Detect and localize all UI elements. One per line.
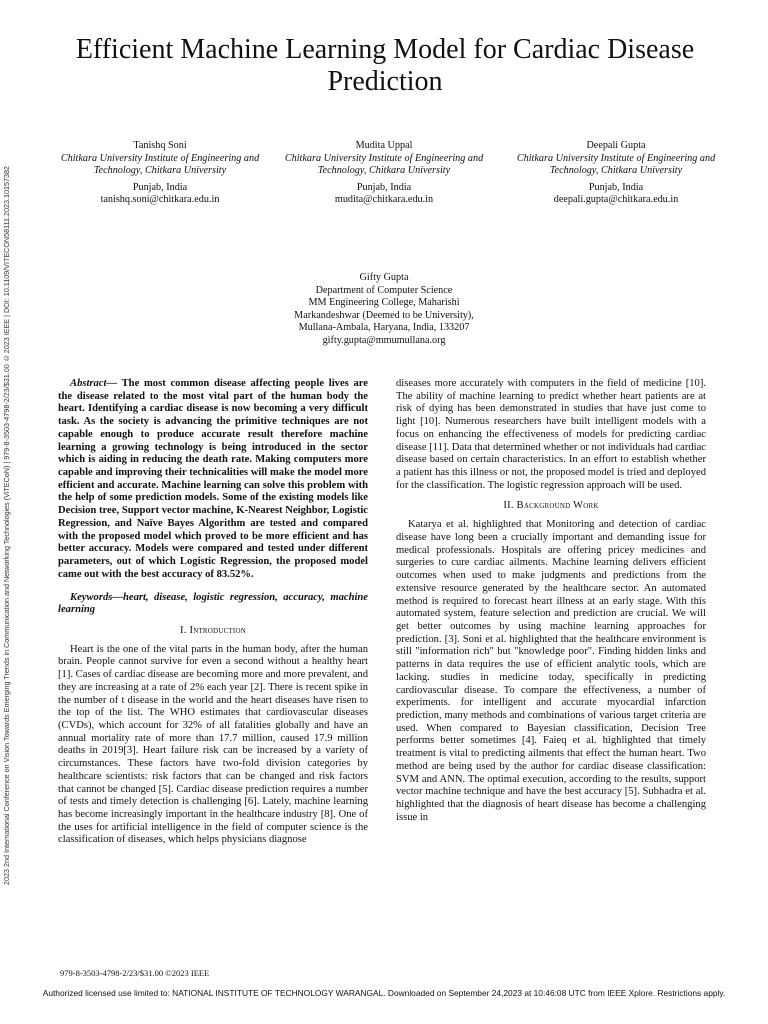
left-column (58, 378, 368, 847)
conference-sidebar: 2023 2nd International Conference on Vision Towards Emerging Trends in Communication and Networking Technologies (ViTECoN) | 979-8-3503-4798-2/23/$31.00 ©2023 IEEE | DOI: 10.1109/VITECON58111.2023.10157382 (2, 165, 11, 885)
author-block-2 (284, 140, 484, 207)
author-block-1 (60, 140, 260, 207)
author-block-3 (516, 140, 716, 207)
copyright-footer: 979-8-3503-4798-2/23/$31.00 ©2023 IEEE (60, 968, 210, 978)
author-name: Tanishq Soni (133, 140, 187, 151)
section-heading-introduction: I. Introduction (180, 624, 246, 636)
paper-title: Efficient Machine Learning Model for Cardiac Disease Prediction (75, 34, 695, 97)
author-email: deepali.gupta@chitkara.edu.in (553, 194, 679, 206)
author-affiliation: Chitkara University Institute of Engineering and Technology, Chitkara University (516, 152, 716, 177)
authorized-use-notice: Authorized licensed use limited to: NATIONAL INSTITUTE OF TECHNOLOGY WARANGAL. Downloaded on September 24,2023 at 10:46:08 UTC from IEEE Xplore. Restrictions apply. (42, 988, 726, 998)
author-name: Gifty Gupta (359, 272, 409, 283)
author-block-4 (284, 272, 484, 348)
right-column-continuation: diseases more accurately with computers in the field of medicine [10]. The ability of machine learning to predict whether heart patients are at risk of dying has been demonstrated in studies that have just come to light [10]. Numerous researchers have built intelligent models with a focus on enhancing the effectiveness of models for predicting cardiac disease [11]. Data that determined whether or not individuals had cardiac disease based on certain characteristics. In an effort to establish whether a patient has this illness or not, the proposed model is tried and deployed for the classification. The logistic regression approach will be used. (396, 378, 706, 491)
author-email: gifty.gupta@mmumullana.org (322, 334, 446, 346)
author-email: mudita@chitkara.edu.in (334, 194, 434, 206)
author-location: Punjab, India (588, 181, 644, 193)
author-location: Punjab, India (132, 181, 188, 193)
author-affiliation: Chitkara University Institute of Engineering and Technology, Chitkara University (60, 152, 260, 177)
author-name: Mudita Uppal (355, 140, 413, 151)
abstract-text: The most common disease affecting people lives are the disease related to the most vital part of the human body the heart. Identifying a cardiac disease is now becoming a very difficult task. As the society is advancing the primitive techniques are not capable enough to produce accurate result therefore machine learning a growing technology is being introduced in the sector which is aiding in reducing the death rate. Making computers more capable and improving their technicalities will make the model more efficient and accurate. Machine learning can solve this problem with the help of some prediction models. Some of the existing models like Decision tree, Support vector machine, K-Nearest Neighbor, Logistic Regression, and Naïve Bayes Algorithm are tested and compared with the proposed model which proved to be more efficient and has better accuracy. Models were compared and tested under different parameters, out of which Logistic Regression, the proposed model came out with the best accuracy of 83.52%. (58, 378, 368, 580)
author-email: tanishq.soni@chitkara.edu.in (100, 194, 220, 206)
background-text: Katarya et al. highlighted that Monitoring and detection of cardiac disease have long been a crucially important and demanding issue for medical professionals. Hospitals are offering pricey medicines and surgeries to cure cardiac ailments. Machine learning delivers efficient outcomes when used to make judgments and predictions from the extensive resource generated by the healthcare sector. An automated method is required to forecast heart illness at an early stage. With this automated system, feature selection and prediction are crucial. We will get better outcomes by using machine learning approaches for prediction. [3]. Soni et al. highlighted that the healthcare environment is still "information rich" but "knowledge poor". Finding hidden links and patterns in data requires the use of efficient analytic tools, which are lacking. studies in medicine today, specifically in predicting cardiovascular disease. To compare the effectiveness, a number of experiments. for intelligent and accurate myocardial infarction prediction, many methods and combinations of various target criteria are used. When compared to Bayesian classification, Decision Tree performs better sometimes [4]. Faieq et al. highlighted that timely treatment is vital to predicting ailments that effect the human heart. Two method are being used by the author for cardiac disease classification: SVM and ANN. The optimal execution, according to the results, support vector machine technique and have the best accuracy [5]. Subhadra et al. highlighted that the diagnosis of heart disease has become a challenging issue in (396, 519, 706, 823)
abstract-label: Abstract— (70, 378, 118, 389)
introduction-text: Heart is the one of the vital parts in the human body, after the human brain. People cannot survive for even a second without a healthy heart [1]. Cases of cardiac disease are becoming more and more prevalent, and they are increasing at a rate of 2% each year [2]. There is recent spike in the number of t disease in the world and the heart diseases have risen to the top of the list. The WHO estimates that cardiovascular diseases (CVDs), which account for 32% of all fatalities globally and have an annual mortality rate of more than 17.7 million, caused 17.9 million deaths in 2019[3]. Heart failure risk can be increased by a variety of circumstances. These factors have two-fold division categories by healthcare scientists: risk factors that can be changed and risk factors that cannot be changed [5]. Cardiac disease prediction requires a number of tests and timely detection is challenging [6]. Lately, machine learning has become increasingly important in the healthcare industry [8]. One of the uses for artificial intelligence in the field of computer science is the classification of diseases, which helps physicians diagnose (58, 643, 368, 846)
author-department: Department of Computer Science (315, 284, 453, 296)
abstract (58, 378, 368, 582)
keywords: Keywords—heart, disease, logistic regression, accuracy, machine learning (58, 591, 368, 616)
author-location: Punjab, India (356, 181, 412, 193)
author-affiliation: Chitkara University Institute of Engineering and Technology, Chitkara University (284, 152, 484, 177)
section-heading-background: II. Background Work (503, 500, 599, 512)
right-column (396, 378, 706, 824)
author-affiliation: MM Engineering College, Maharishi Markandeshwar (Deemed to be University), Mullana-Ambala, Haryana, India, 133207 (294, 297, 474, 334)
author-name: Deepali Gupta (586, 140, 646, 151)
